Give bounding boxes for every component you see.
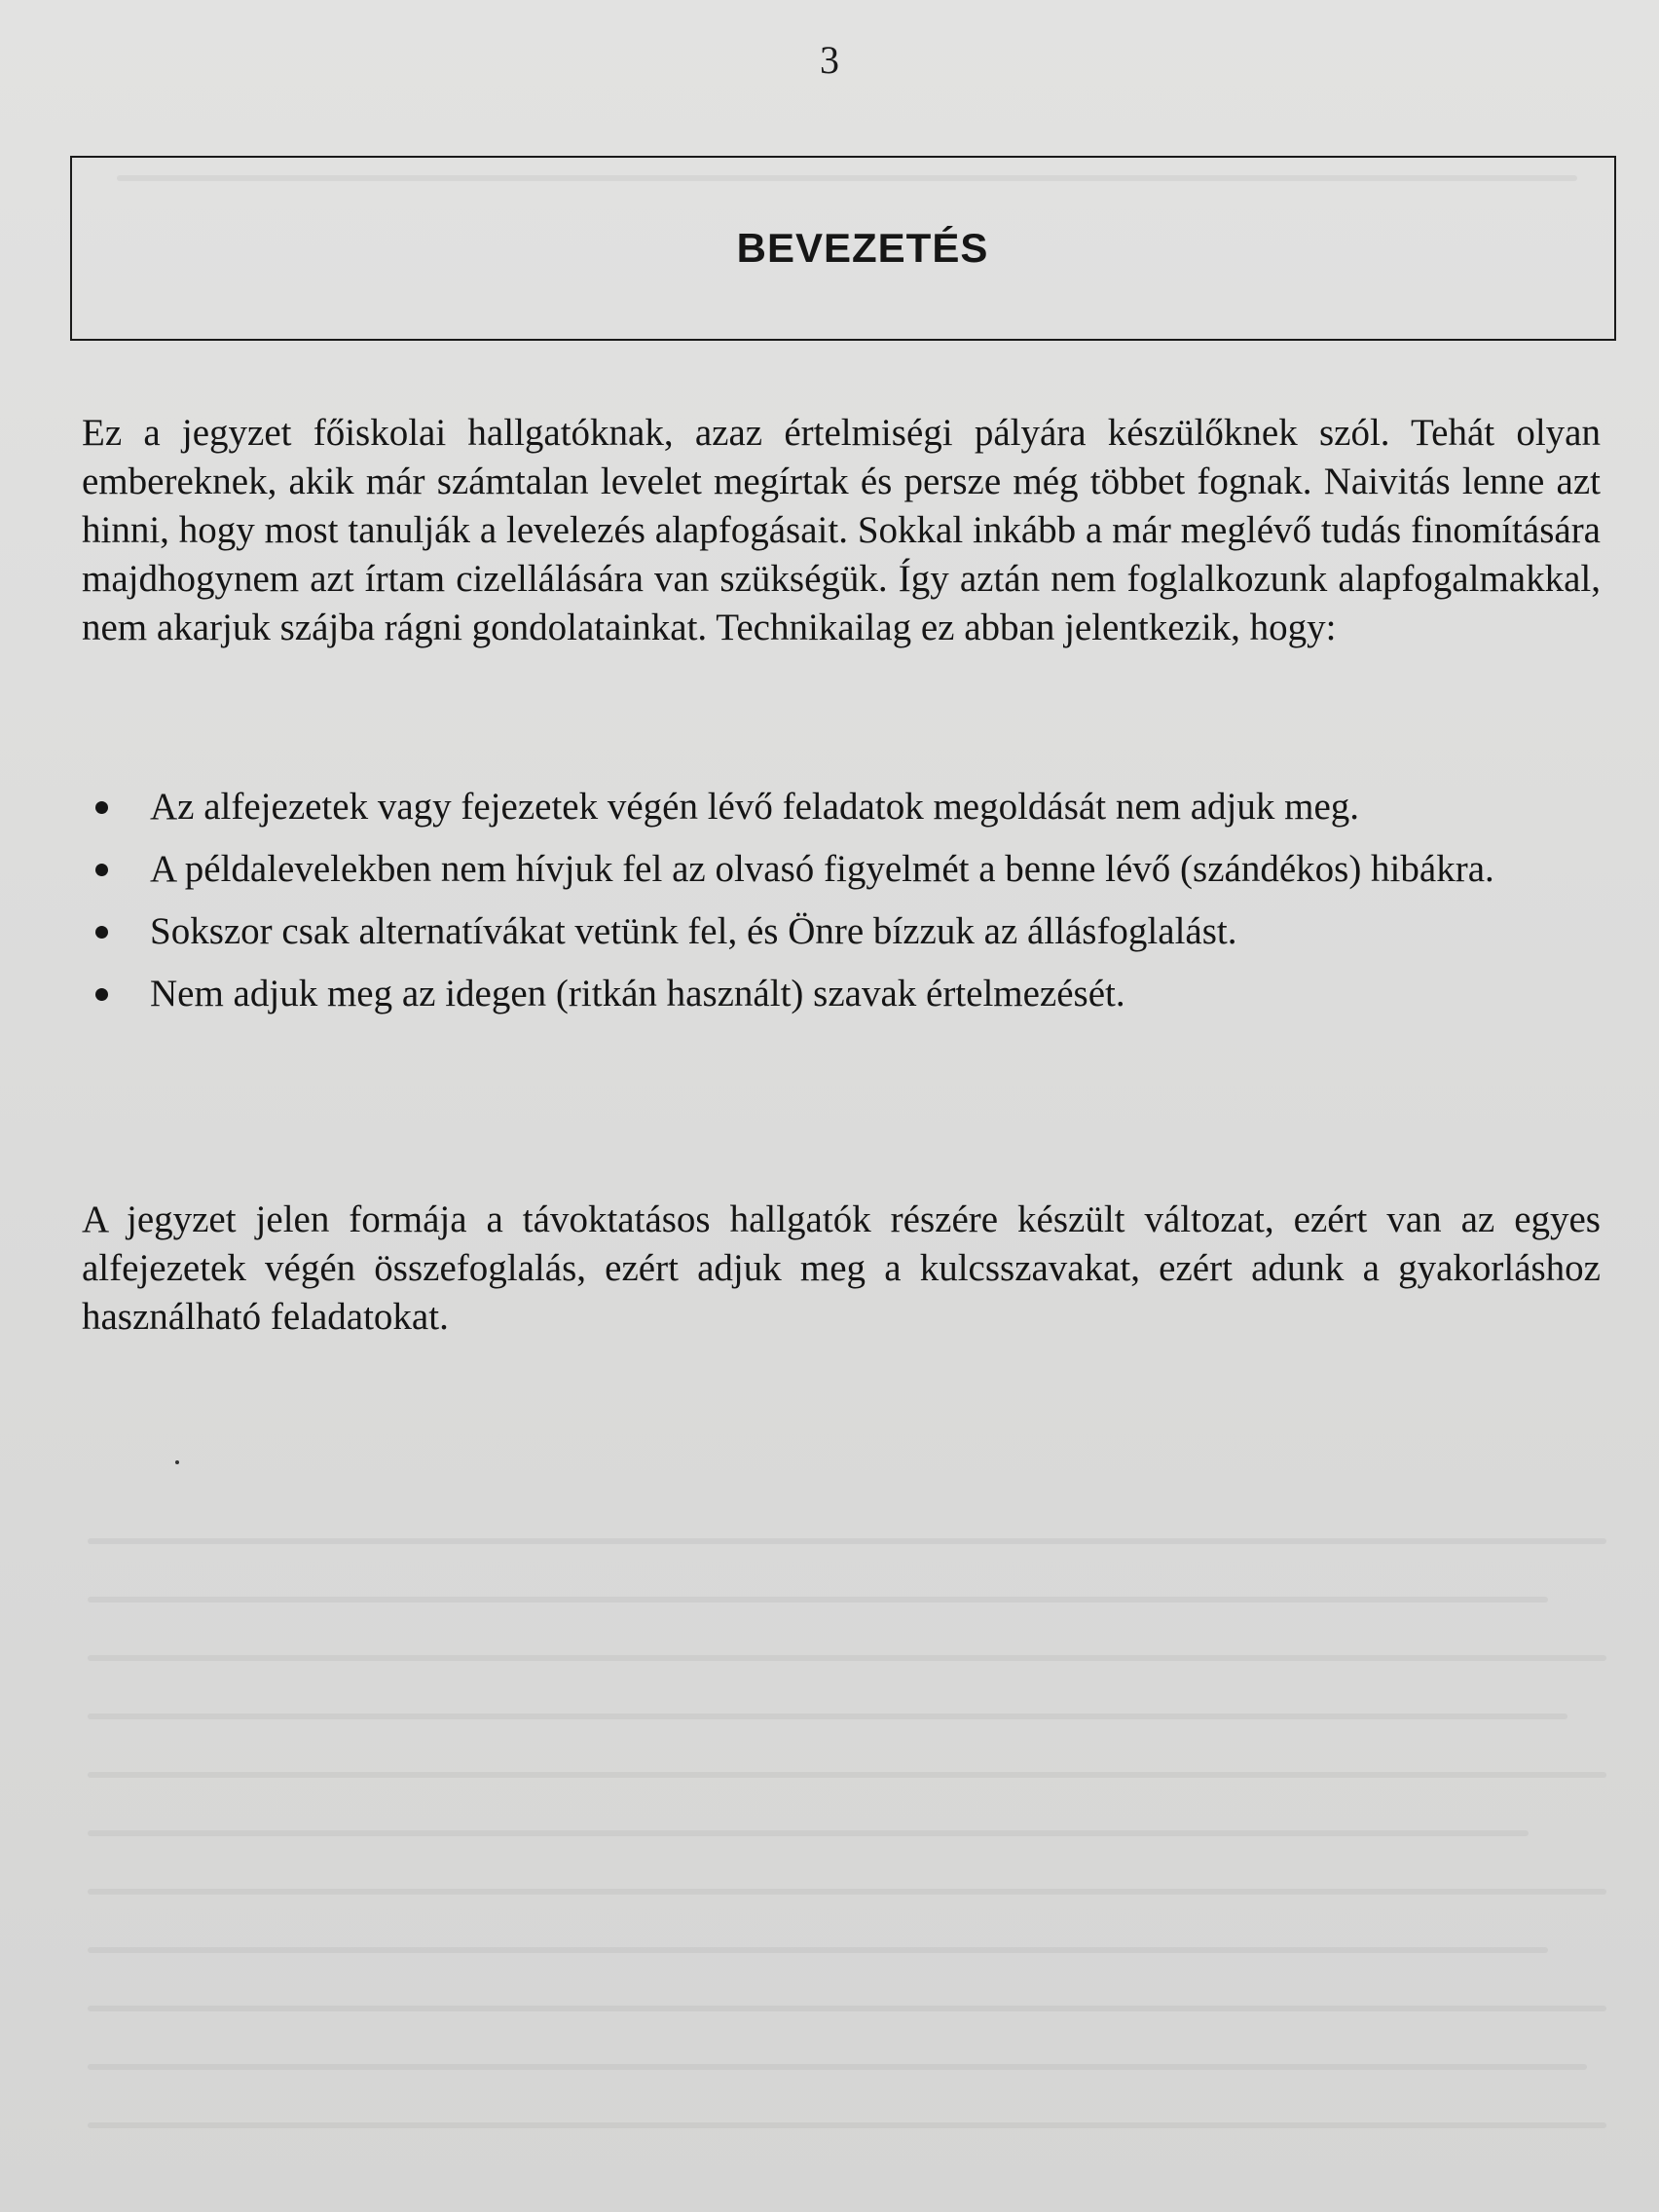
bleed-through-shadow (88, 1597, 1548, 1603)
bleed-through-shadow (88, 1538, 1606, 1544)
bleed-through-shadow (88, 2064, 1587, 2070)
bullet-text: Az alfejezetek vagy fejezetek végén lévő feladatok megoldását nem adjuk meg. (150, 786, 1360, 828)
bleed-through-shadow (88, 2006, 1606, 2011)
print-speck (175, 1460, 179, 1464)
bullet-text: Nem adjuk meg az idegen (ritkán használt) szavak értelmezését. (150, 973, 1125, 1014)
bleed-through-shadow (88, 1714, 1567, 1719)
bullet-icon (95, 926, 108, 939)
bleed-through-shadow (88, 1830, 1529, 1836)
bleed-through-shadow (88, 2122, 1606, 2128)
bullet-item (82, 907, 1601, 956)
bleed-through-shadow (88, 1889, 1606, 1895)
bullet-item (82, 845, 1601, 894)
intro-paragraph: Ez a jegyzet főiskolai hallgatóknak, azaz értelmiségi pályára készülőknek szól. Tehát olyan embereknek, akik már számtalan levelet megírtak és persze még többet fognak. Naivitás lenne azt hinni, hogy most tanulják a levelezés alapfogásait. Sokkal inkább a már meglévő tudás finomítására majdhogynem azt írtam cizellálására van szükségük. Így aztán nem foglalkozunk alapfogalmakkal, nem akarjuk szájba rágni gondolatainkat. Technikailag ez abban jelentkezik, hogy: (82, 412, 1601, 648)
page-number: 3 (820, 38, 839, 82)
bullet-list (82, 783, 1601, 1032)
bullet-icon (95, 988, 108, 1001)
chapter-title-box (70, 156, 1616, 341)
bleed-through-shadow (88, 1947, 1548, 1953)
bullet-item (82, 783, 1601, 831)
bleed-through-shadow (88, 1772, 1606, 1778)
closing-paragraph: A jegyzet jelen formája a távoktatásos hallgatók részére készült változat, ezért van az egyes alfejezetek végén összefoglalás, ezért adjuk meg a kulcsszavakat, ezért adunk a gyakorláshoz használható feladatokat. (82, 1198, 1601, 1338)
bullet-item (82, 970, 1601, 1018)
bullet-text: A példalevelekben nem hívjuk fel az olvasó figyelmét a benne lévő (szándékos) hibákra. (150, 848, 1494, 890)
chapter-title: BEVEZETÉS (736, 225, 989, 271)
bullet-icon (95, 801, 108, 814)
bleed-through-shadow (88, 1655, 1606, 1661)
bullet-text: Sokszor csak alternatívákat vetünk fel, és Önre bízzuk az állásfoglalást. (150, 910, 1237, 952)
bullet-icon (95, 864, 108, 876)
